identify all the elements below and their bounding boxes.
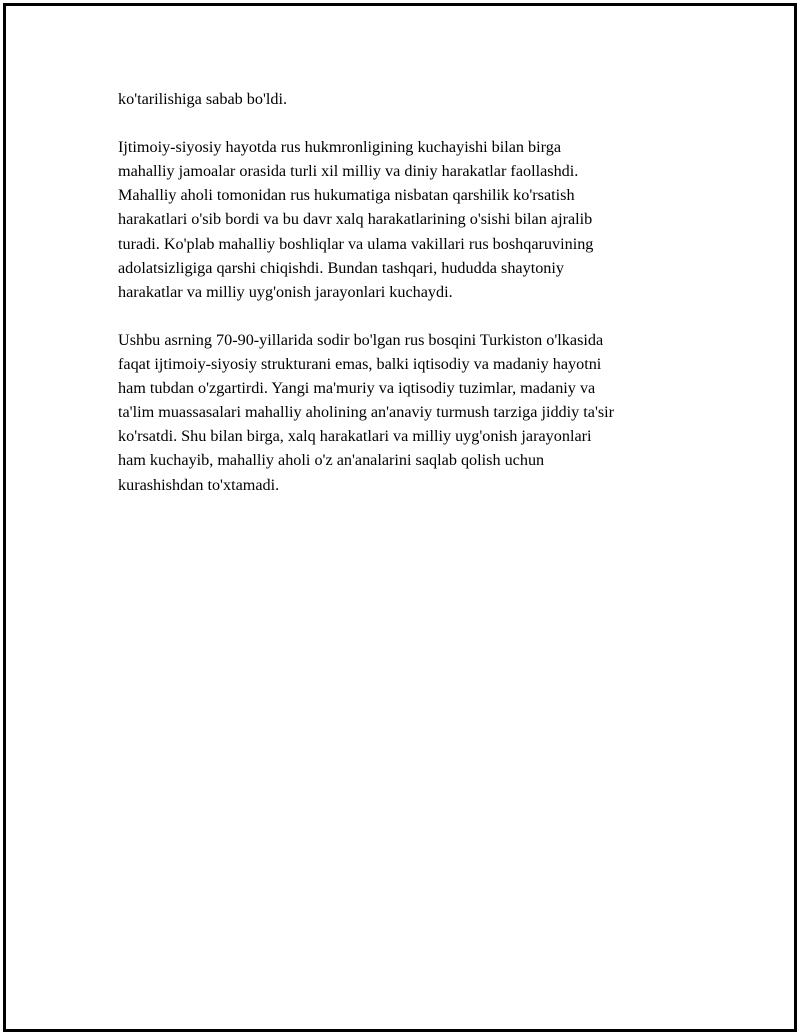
text-line: kurashishdan to'xtamadi. — [118, 475, 280, 494]
text-line: Ushbu asrning 70-90-yillarida sodir bo'lgan rus bosqini Turkiston o'lkasida — [118, 330, 604, 349]
paragraph-2 — [118, 135, 698, 304]
document-body — [118, 87, 698, 521]
text-line: ko'rsatdi. Shu bilan birga, xalq harakatlari va milliy uyg'onish jarayonlari — [118, 427, 592, 446]
text-line: ham tubdan o'zgartirdi. Yangi ma'muriy va iqtisodiy tuzimlar, madaniy va — [118, 379, 596, 398]
text-line: harakatlari o'sib bordi va bu davr xalq harakatlarining o'sishi bilan ajralib — [118, 210, 593, 229]
text-line: adolatsizligiga qarshi chiqishdi. Bundan tashqari, hududda shaytoniy — [118, 258, 564, 277]
text-line: faqat ijtimoiy-siyosiy strukturani emas, balki iqtisodiy va madaniy hayotni — [118, 355, 602, 374]
text-line: harakatlar va milliy uyg'onish jarayonlari kuchaydi. — [118, 282, 453, 301]
text-line: ko'tarilishiga sabab bo'ldi. — [118, 90, 288, 108]
text-line: mahalliy jamoalar orasida turli xil milliy va diniy harakatlar faollashdi. — [118, 162, 579, 181]
text-line: ta'lim muassasalari mahalliy aholining an'anaviy turmush tarziga jiddiy ta'sir — [118, 403, 615, 422]
text-line: turadi. Ko'plab mahalliy boshliqlar va ulama vakillari rus boshqaruvining — [118, 234, 594, 253]
text-line: ham kuchayib, mahalliy aholi o'z an'analarini saqlab qolish uchun — [118, 451, 545, 470]
text-line: Ijtimoiy-siyosiy hayotda rus hukmronligining kuchayishi bilan birga — [118, 138, 562, 157]
paragraph-3 — [118, 328, 698, 497]
paragraph-1 — [118, 87, 698, 111]
text-line: Mahalliy aholi tomonidan rus hukumatiga nisbatan qarshilik ko'rsatish — [118, 186, 575, 205]
